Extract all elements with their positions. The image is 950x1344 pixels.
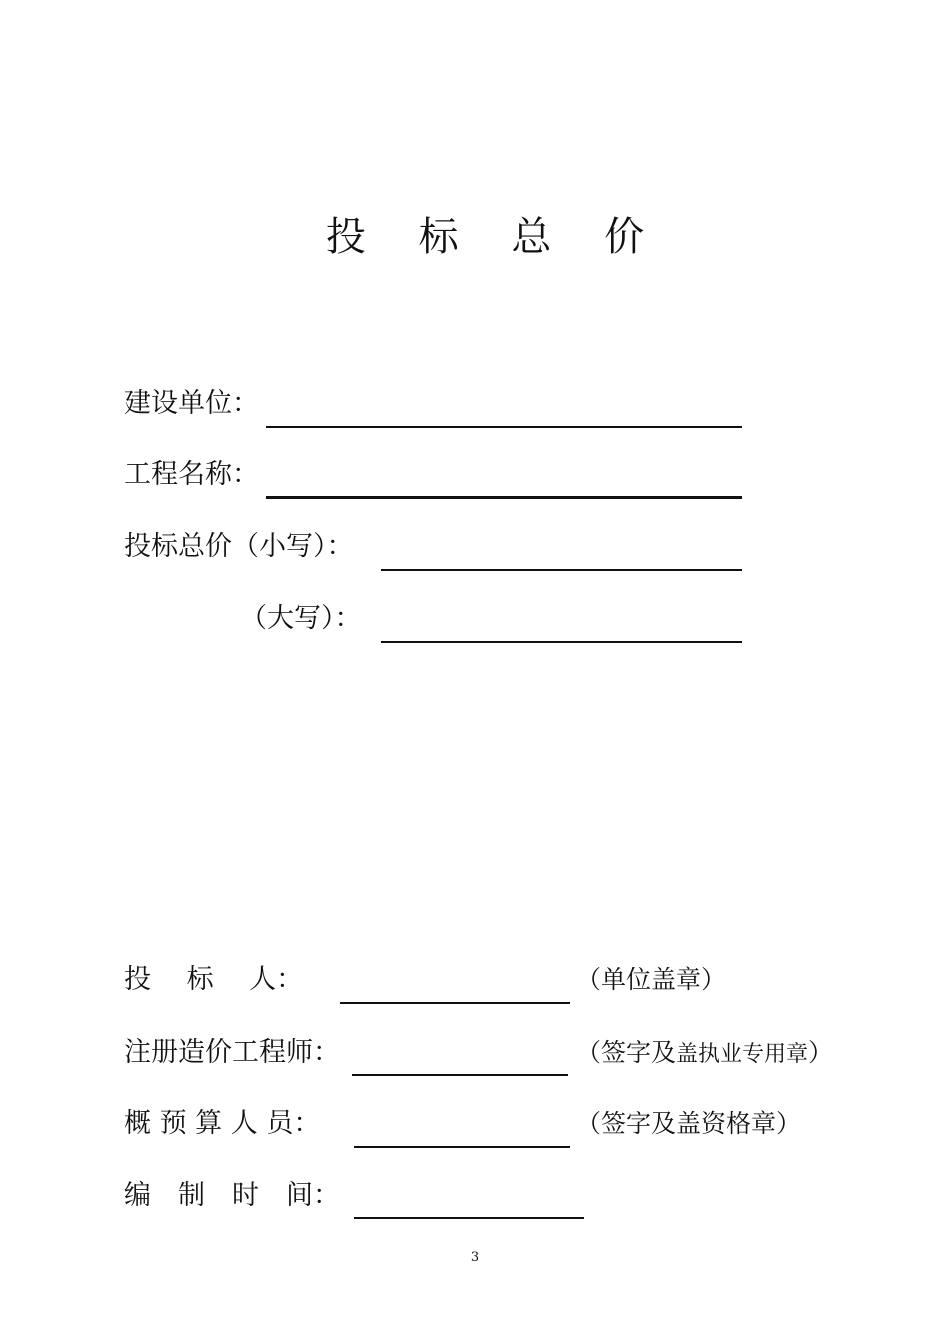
- client-label: 建设单位：: [124, 388, 259, 419]
- compile-date-label: 编 制 时 间：: [124, 1180, 340, 1211]
- cost-engineer-note: [576, 1036, 833, 1072]
- bidder-field[interactable]: [340, 1002, 570, 1004]
- client-field[interactable]: [266, 426, 742, 428]
- page-number: 3: [470, 1250, 480, 1265]
- document-title: 投 标 总 价: [325, 214, 665, 260]
- estimator-label: 概 预 算 人 员：: [124, 1108, 321, 1139]
- cost-engineer-note-start: （签字及: [576, 1038, 677, 1067]
- estimator-note: （签字及盖资格章）: [576, 1109, 802, 1138]
- project-name-field[interactable]: [266, 496, 742, 499]
- cost-engineer-label: 注册造价工程师：: [124, 1037, 340, 1068]
- cost-engineer-note-middle: 盖执业专用章: [676, 1042, 809, 1067]
- cost-engineer-field[interactable]: [352, 1074, 568, 1076]
- bidder-note: （单位盖章）: [576, 965, 727, 994]
- compile-date-field[interactable]: [354, 1217, 584, 1219]
- bid-price-upper-field[interactable]: [381, 641, 742, 643]
- cost-engineer-note-end: ）: [808, 1038, 834, 1067]
- bid-price-lower-field[interactable]: [381, 569, 742, 571]
- bid-price-lower-label: 投标总价（小写）：: [124, 531, 354, 562]
- project-name-label: 工程名称：: [124, 459, 259, 490]
- estimator-field[interactable]: [354, 1146, 570, 1148]
- bid-price-upper-label: （大写）：: [240, 603, 362, 634]
- bidder-label: 投 标 人：: [124, 964, 304, 995]
